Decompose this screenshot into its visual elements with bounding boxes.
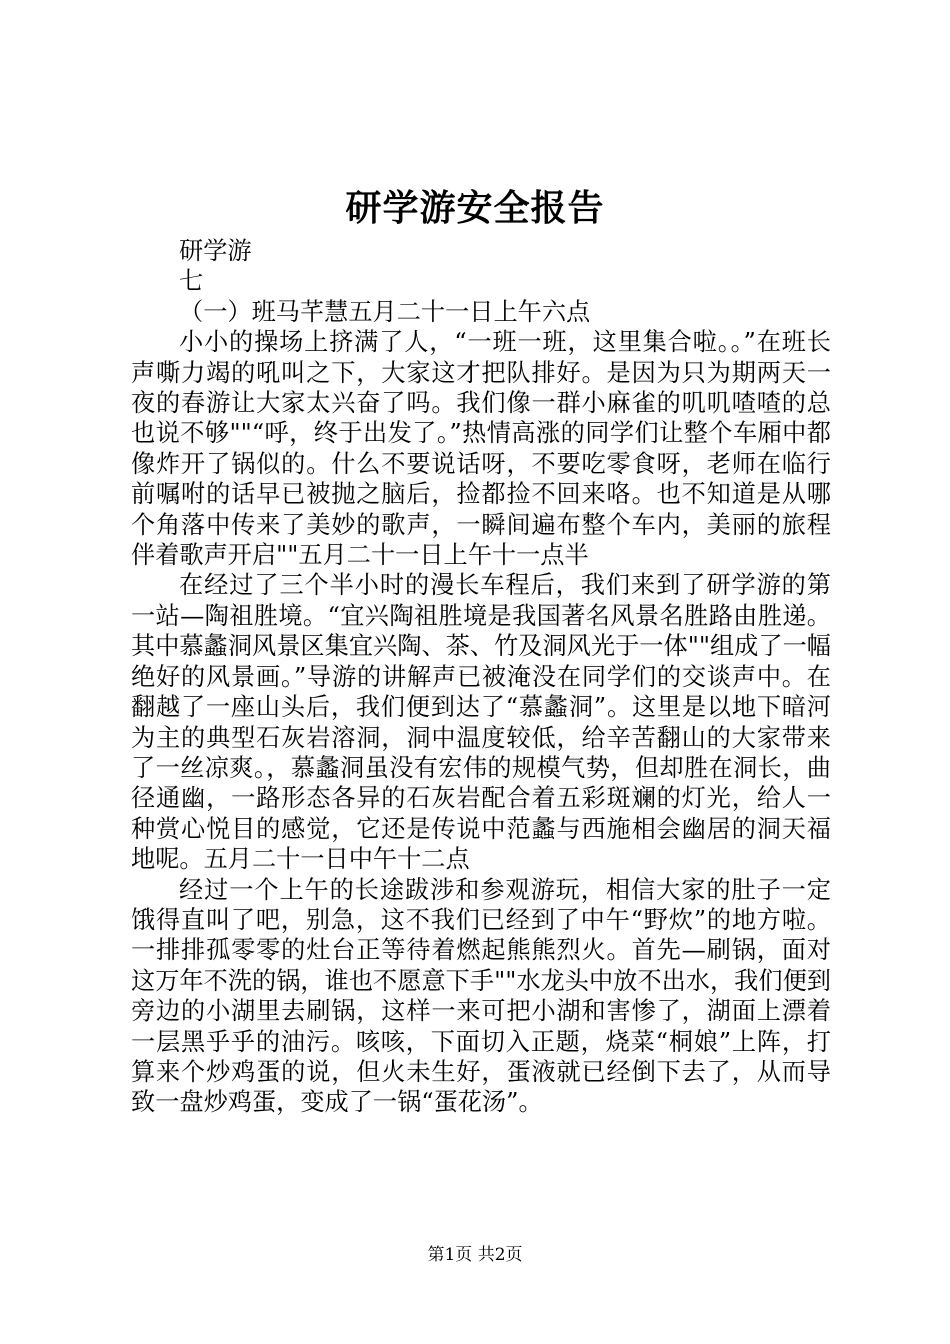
body-paragraph: 研学游 (179, 237, 252, 265)
body-paragraph: （一）班马芊慧五月二十一日上午六点 (179, 297, 591, 326)
body-paragraph: 经过一个上午的长途跋涉和参观游玩，相信大家的肚子一定饿得直叫了吧，别急，这不我们已经到了中午“野炊”的地方啦。一排排孤零零的灶台正等待着燃起熊熊烈火。首先—刷锅，面对这万年不洗的锅，谁也不愿意下手""水龙头中放不出水，我们便到旁边的小湖里去刷锅，这样一来可把小湖和害惨了，湖面上漂着一层黑乎乎的油污。咳咳，下面切入正题，烧菜“桐娘”上阵，打算来个炒鸡蛋的说，但火未生好，蛋液就已经倒下去了，从而导致一盘炒鸡蛋，变成了一锅“蛋花汤”。 (131, 875, 831, 1117)
body-paragraph: 在经过了三个半小时的漫长车程后，我们来到了研学游的第一站—陶祖胜境。“宜兴陶祖胜境是我国著名风景名胜路由胜递。其中慕蠡洞风景区集宜兴陶、茶、竹及洞风光于一体""组成了一幅绝好的风景画。”导游的讲解声已被淹没在同学们的交谈声中。在翻越了一座山头后，我们便到达了“慕蠡洞”。这里是以地下暗河为主的典型石灰岩溶洞，洞中温度较低，给辛苦翻山的大家带来了一丝凉爽。，慕蠡洞虽没有宏伟的规模气势，但却胜在洞长，曲径通幽，一路形态各异的石灰岩配合着五彩斑斓的灯光，给人一种赏心悦目的感觉，它还是传说中范蠡与西施相会幽居的洞天福地呢。五月二十一日中午十二点 (131, 571, 831, 874)
body-paragraph: 七 (179, 267, 204, 296)
document-body (131, 236, 831, 1118)
body-paragraph: 小小的操场上挤满了人，“一班一班，这里集合啦。。”在班长声嘶力竭的吼叫之下，大家这才把队排好。是因为只为期两天一夜的春游让大家太兴奋了吗。我们像一群小麻雀的叽叽喳喳的总也说不够""“呼，终于出发了。”热情高涨的同学们让整个车厢中都像炸开了锅似的。什么不要说话呀，不要吃零食呀，老师在临行前嘱咐的话早已被抛之脑后，捡都捡不回来咯。也不知道是从哪个角落中传来了美妙的歌声，一瞬间遍布整个车内，美丽的旅程伴着歌声开启""五月二十一日上午十一点半 (131, 328, 831, 570)
document-title: 研学游安全报告 (345, 187, 605, 229)
page-footer: 第1页 共2页 (427, 1245, 523, 1265)
